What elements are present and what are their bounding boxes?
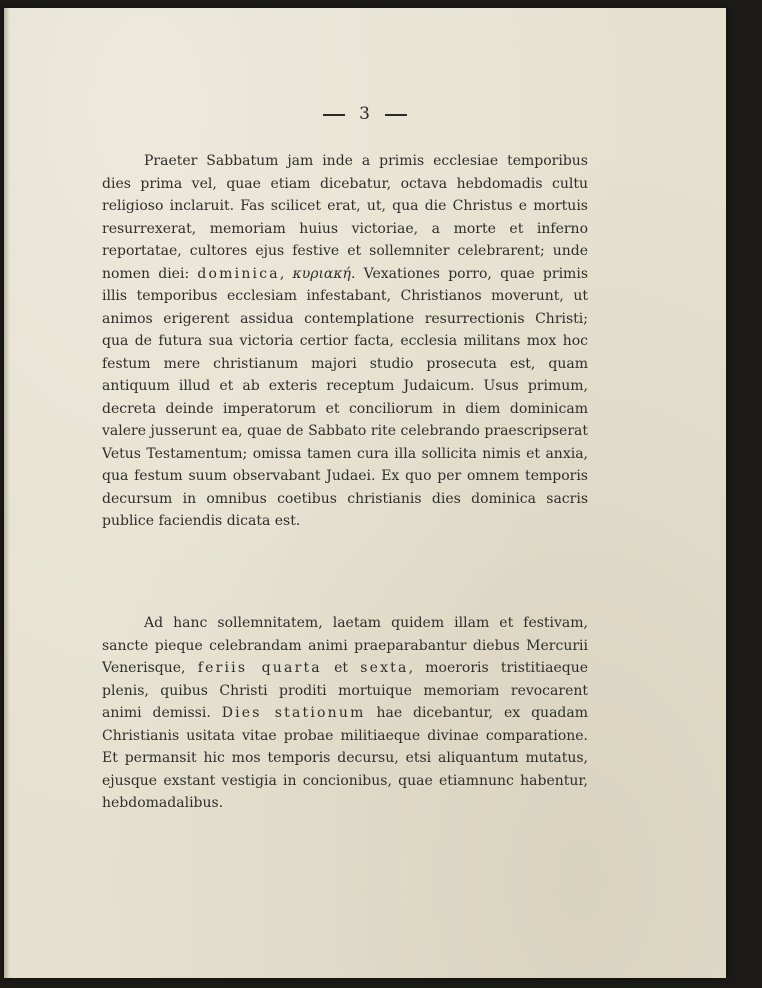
paragraph-1-part-1: Praeter Sabbatum jam inde a primis ecclesiae temporibus dies prima vel, quae etiam dicebatur, octava hebdomadis cultu religioso inclaruit. Fas scilicet erat, ut, qua die Christus e mortuis resurrexerat, memoriam huius victoriae, a morte et inferno reportatae, cultores ejus festive et sollemniter celebrarent; unde nomen diei:: [102, 153, 588, 282]
spaced-word-dominica: dominica: [197, 265, 280, 282]
page-header: [4, 104, 726, 124]
paragraph-2-part-2: et: [321, 660, 361, 676]
paragraph-2-part-3: , moeroris tristitiaeque plenis, quibus Christi proditi mortuique memoriam revocarent animi demissi.: [102, 660, 589, 721]
paragraph-1-text: Praeter Sabbatum jam inde a primis ecclesiae temporibus dies prima vel, quae etiam dicebatur, octava hebdomadis cultu religioso inclaruit. Fas scilicet erat, ut, qua die Christus e mortuis resurrexerat, memoriam huius victoriae, a morte et inferno reportatae, cultores ejus festive et sollemniter celebrarent; unde nomen diei: dominica, κυριακή. Vexationes porro, quae primis illis temporibus ecclesiam infestabant, Christianos moverunt, ut animos erigerent assidua contemplatione resurrectionis Christi; qua de futura sua victoria certior facta, ecclesia militans mox hoc festum mere christianum majori studio prosecuta est, quam antiquum illud et ab exteris receptum Judaicum. Usus primum, decreta deinde imperatorum et conciliorum in diem dominicam valere jusserunt ea, quae de Sabbato rite celebrando praescripserat Vetus Testamentum; omissa tamen cura illa sollicita nimis et anxia, qua festum suum observabant Judaei. Ex quo per omnem temporis decursum in omnibus coetibus christianis dies dominica sacris publice faciendis dicata est.: [102, 153, 588, 529]
paragraph-2-part-1: Ad hanc sollemnitatem, laetam quidem illam et festivam, sancte pieque celebrandam animi praeparabantur diebus Mercurii Venerisque,: [102, 615, 588, 676]
paragraph-1: [102, 150, 588, 533]
left-dash: [323, 114, 345, 116]
paragraph-2-part-4: hae dicebantur, ex quadam Christianis usitata vitae probae militiaeque divinae comparatione. Et permansit hic mos temporis decursu, etsi aliquantum mutatus, ejusque exstant vestigia in concionibus, quae etiamnunc habentur, hebdomadalibus.: [102, 705, 589, 811]
spaced-words-feriis-quarta: feriis quarta: [197, 660, 322, 676]
spaced-words-dies-stationum: Dies stationum: [221, 705, 366, 721]
paragraph-2-text: [102, 612, 588, 815]
page-number: 3: [359, 104, 371, 124]
paragraph-1-part-2: . Vexationes porro, quae primis illis temporibus ecclesiam infestabant, Christianos moverunt, ut animos erigerent assidua contemplatione resurrectionis Christi; qua de futura sua victoria certior facta, ecclesia militans mox hoc festum mere christianum majori studio prosecuta est, quam antiquum illud et ab exteris receptum Judaicum. Usus primum, decreta deinde imperatorum et conciliorum in diem dominicam valere jusserunt ea, quae de Sabbato rite celebrando praescripserat Vetus Testamentum; omissa tamen cura illa sollicita nimis et anxia, qua festum suum observabant Judaei. Ex quo per omnem temporis decursum in omnibus coetibus christianis dies dominica sacris publice faciendis dicata est.: [102, 265, 588, 529]
document-page: [4, 8, 726, 978]
paragraph-2: [102, 612, 588, 815]
greek-word: κυριακή: [292, 265, 351, 282]
spaced-word-sexta: sexta: [360, 660, 409, 676]
right-dash: [385, 114, 407, 116]
